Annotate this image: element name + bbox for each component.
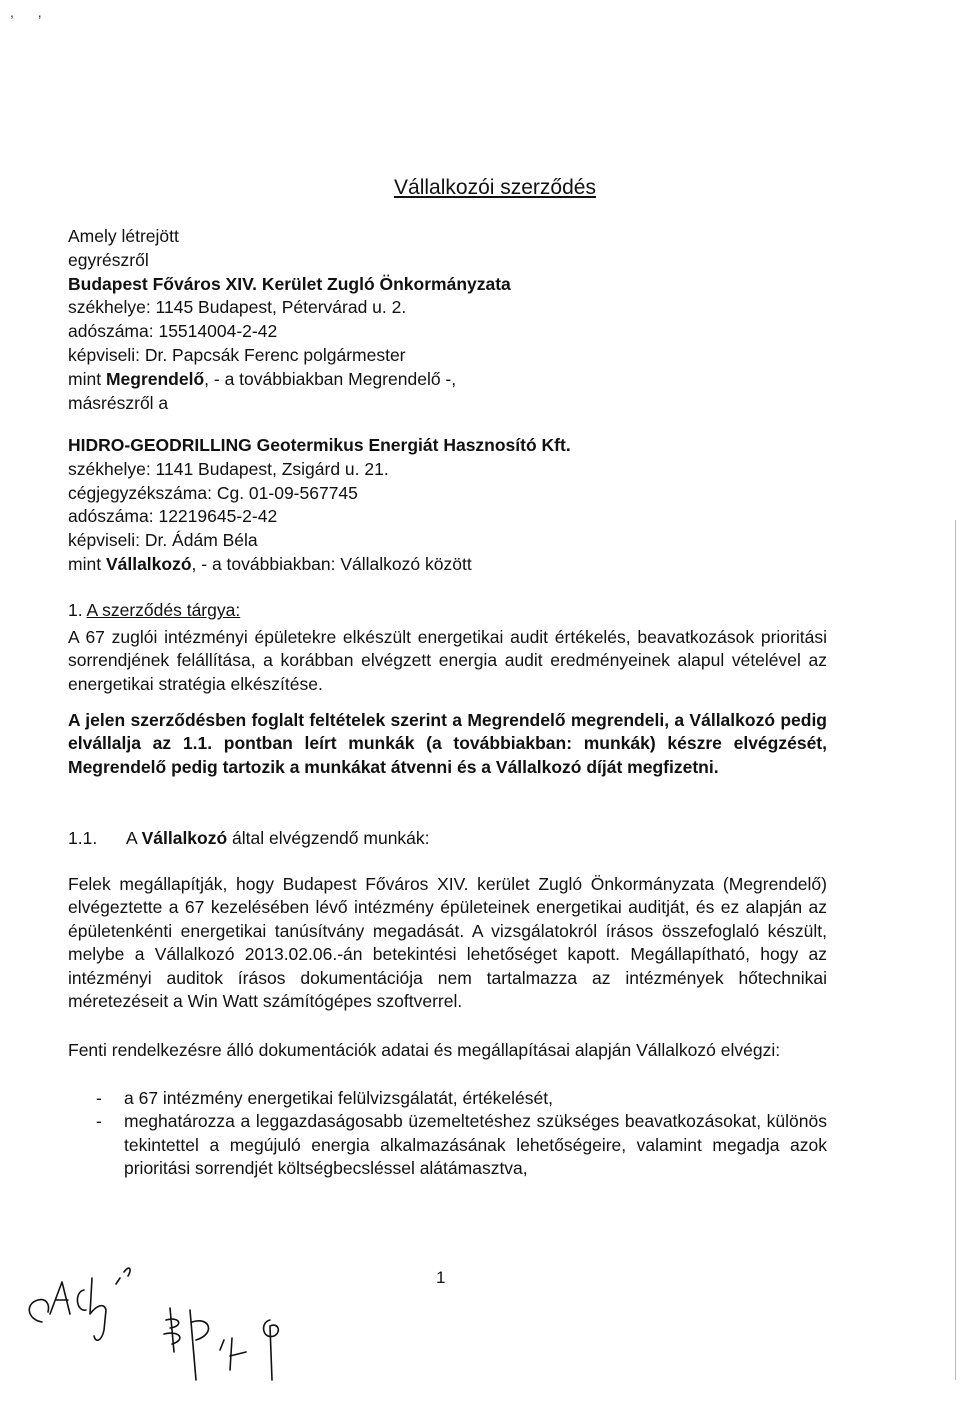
section-title-bold: Vállalkozó — [141, 828, 228, 848]
client-tax-number: adószáma: 15514004-2-42 — [68, 321, 278, 342]
client-role-bold: Megrendelő — [105, 368, 205, 389]
party-line: egyrészről — [68, 249, 149, 270]
contractor-name: HIDRO-GEODRILLING Geotermikus Energiát Hasznosító Kft. — [68, 435, 571, 455]
section-title-post: által elvégzendő munkák: — [227, 828, 430, 848]
list-item: - meghatározza a leggazdaságosabb üzemeltetéshez szükséges beavatkozásokat, különös tekintettel a megújuló energia alkalmazásának lehetőségeire, valamint megadja azok prioritási sorrendjét költségbecsléssel alátámasztva, — [68, 1110, 827, 1180]
task-list — [68, 1087, 827, 1181]
section-title: A szerződés tárgya: — [86, 600, 241, 620]
parties-block — [68, 225, 868, 415]
section-1-1-heading — [68, 828, 430, 849]
section-title-pre: A — [126, 828, 142, 848]
contractor-representative: képviseli: Dr. Ádám Béla — [68, 530, 258, 551]
section-1-1-paragraph-2: Fenti rendelkezésre álló dokumentációk adatai és megállapításai alapján Vállalkozó elvégzi: — [68, 1040, 781, 1060]
client-representative: képviseli: Dr. Papcsák Ferenc polgármester — [68, 344, 406, 365]
contractor-seat: székhelye: 1141 Budapest, Zsigárd u. 21. — [68, 458, 389, 479]
section-number: 1.1. — [68, 828, 98, 848]
client-role-pre: mint — [68, 368, 106, 389]
document-title: Vállalkozói szerződés — [394, 176, 596, 199]
handwritten-signatures — [20, 1260, 340, 1410]
contractor-role-post: , - a továbbiakban: Vállalkozó között — [191, 553, 472, 574]
section-1-bold-paragraph: A jelen szerződésben foglalt feltételek szerint a Megrendelő megrendeli, a Vállalkozó pedig elvállalja az 1.1. pontban leírt munkák (a továbbiakban: munkák) készre elvégzését, Megrendelő pedig tartozik a munkákat átvenni és a Vállalkozó díját megfizetni. — [68, 710, 827, 777]
party-line: Amely létrejött — [68, 226, 179, 246]
contractor-role-pre: mint — [68, 553, 106, 574]
scan-mark: , , — [10, 4, 52, 20]
contractor-registration: cégjegyzékszáma: Cg. 01-09-567745 — [68, 482, 358, 503]
client-role-post: , - a továbbiakban Megrendelő -, — [204, 368, 457, 389]
client-seat: székhelye: 1145 Budapest, Pétervárad u. 2. — [68, 297, 407, 318]
section-1-paragraph: A 67 zuglói intézményi épületekre elkészült energetikai audit értékelés, beavatkozások prioritási sorrendjének felállítása, a korábban elvégzett energia audit eredményeinek alapul vételével az energetikai stratégia elkészítése. — [68, 627, 827, 694]
section-1-heading — [68, 600, 240, 621]
section-1-1-paragraph: Felek megállapítják, hogy Budapest Főváros XIV. kerület Zugló Önkormányzata (Megrendelő) elvégeztette a 67 kezelésében lévő intézmény épületeinek energetikai auditját, és ez alapján az épületenkénti energetikai tanúsítvány megadását. A vizsgálatokról írásos összefoglaló készült, melybe a Vállalkozó 2013.02.06.-án betekintési lehetőséget kapott. Megállapítható, hogy az intézményi auditok írásos dokumentációja nem tartalmazza az intézmények hőtechnikai méretezéseit a Win Watt számítógépes szoftverrel. — [68, 874, 827, 1012]
page-number: 1 — [436, 1268, 446, 1287]
section-number: 1. — [68, 600, 83, 620]
contractor-role — [68, 553, 868, 577]
contractor-block — [68, 434, 868, 577]
scan-edge-line — [955, 520, 956, 1380]
contractor-role-bold: Vállalkozó — [105, 553, 192, 574]
client-role — [68, 368, 868, 392]
list-item: - a 67 intézmény energetikai felülvizsgálatát, értékelését, — [68, 1087, 827, 1110]
party-line: másrészről a — [68, 392, 169, 413]
contractor-tax-number: adószáma: 12219645-2-42 — [68, 506, 278, 527]
client-name: Budapest Főváros XIV. Kerület Zugló Önkormányzata — [68, 273, 511, 294]
